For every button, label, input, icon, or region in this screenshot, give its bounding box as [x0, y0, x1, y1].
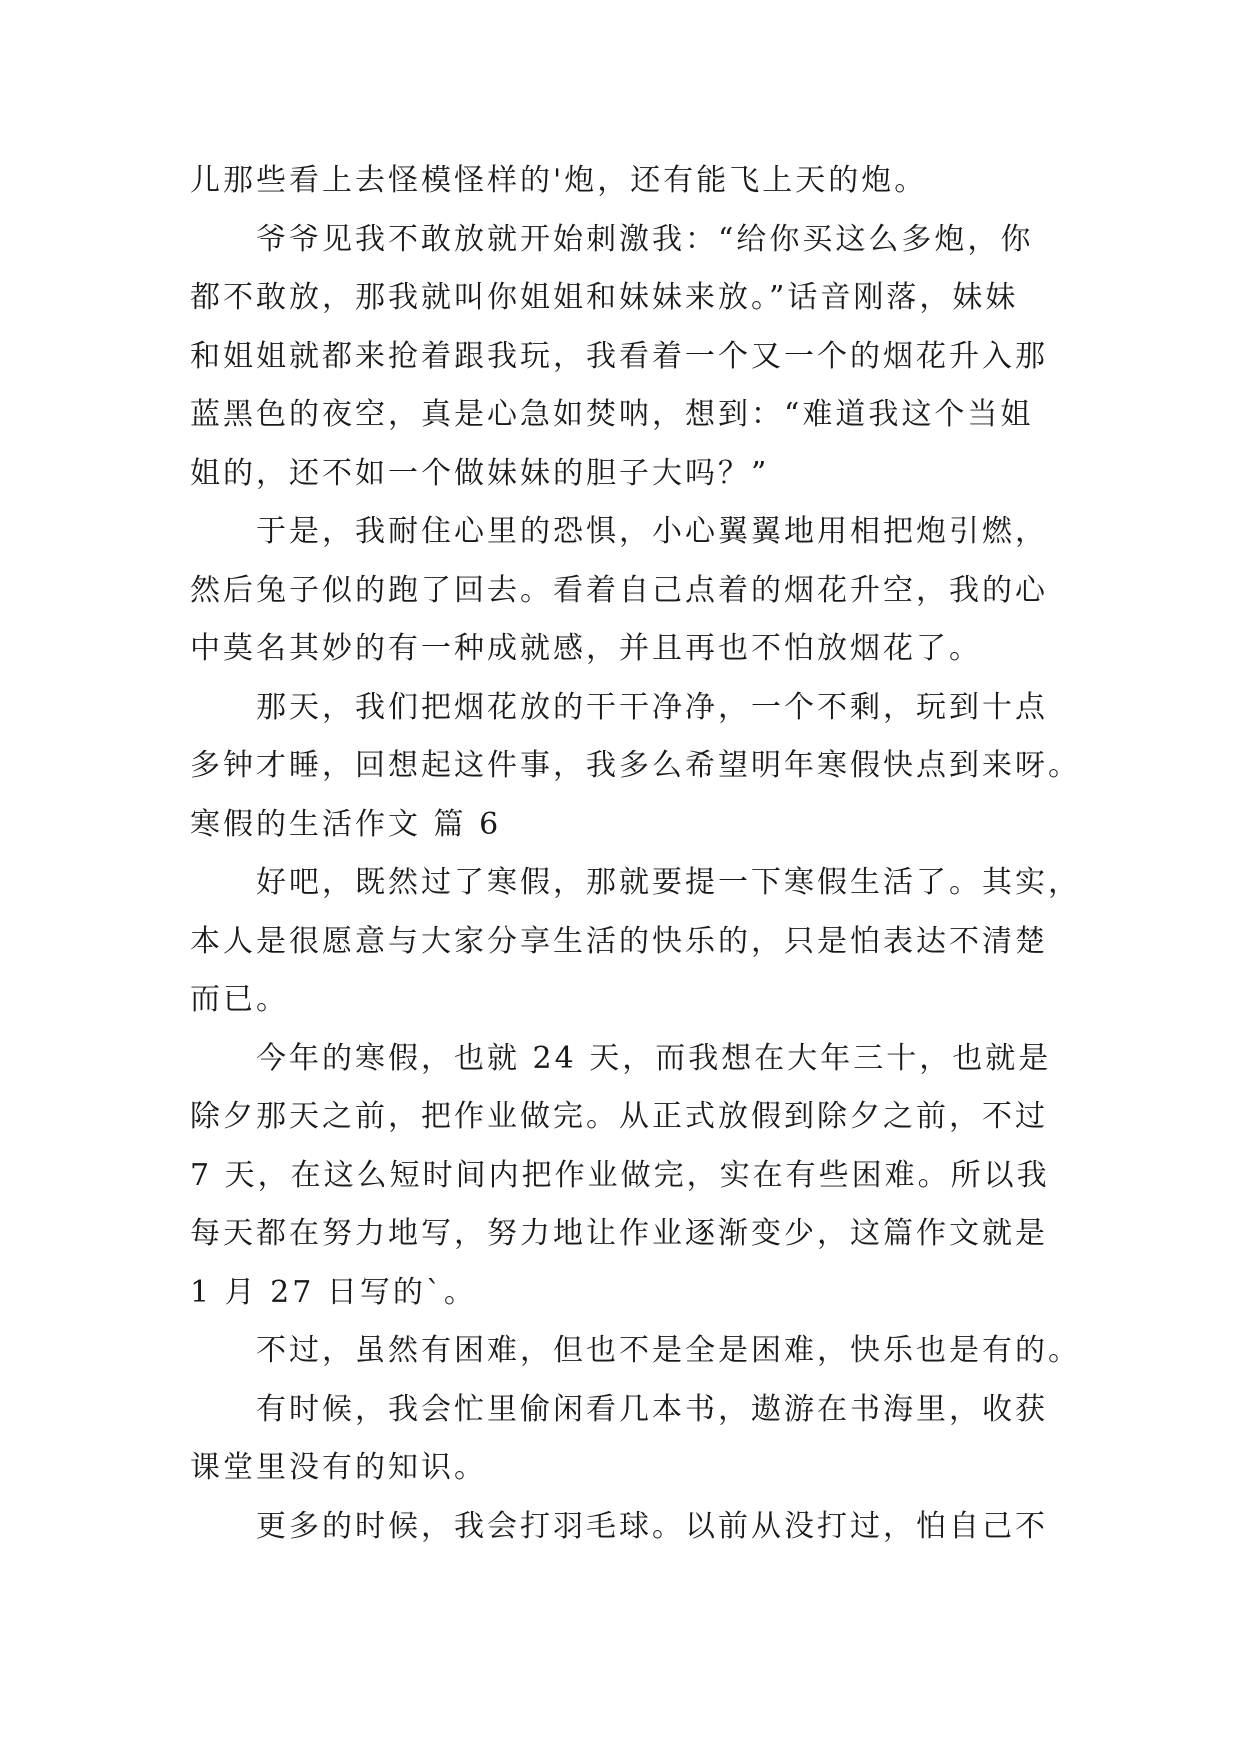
essay-body	[190, 152, 1081, 1556]
text-line: 蓝黑色的夜空，真是心急如焚呐，想到：“难道我这个当姐	[190, 397, 1034, 432]
text-line: 不过，虽然有困难，但也不是全是困难，快乐也是有的。	[190, 1333, 1081, 1368]
text-line: 那天，我们把烟花放的干干净净，一个不剩，玩到十点	[190, 689, 1048, 725]
text-line: 每天都在努力地写，努力地让作业逐渐变少，这篇作文就是	[190, 1216, 1048, 1251]
section-heading: 寒假的生活作文 篇 6	[190, 806, 502, 842]
text-line: 1 月 27 日写的`。	[190, 1274, 477, 1310]
text-line: 除夕那天之前，把作业做完。从正式放假到除夕之前，不过	[190, 1099, 1048, 1134]
text-line: 课堂里没有的知识。	[190, 1450, 487, 1485]
text-line: 于是，我耐住心里的恐惧，小心翼翼地用相把炮引燃，	[190, 514, 1048, 549]
text-line: 姐的，还不如一个做妹妹的胆子大吗？”	[190, 455, 770, 491]
text-line: 然后兔子似的跑了回去。看着自己点着的烟花升空，我的心	[190, 572, 1048, 608]
text-line: 有时候，我会忙里偷闲看几本书，遨游在书海里，收获	[190, 1391, 1048, 1427]
text-line: 而已。	[190, 982, 289, 1017]
text-line: 本人是很愿意与大家分享生活的快乐的，只是怕表达不清楚	[190, 923, 1048, 959]
text-line: 7 天，在这么短时间内把作业做完，实在有些困难。所以我	[190, 1157, 1050, 1193]
text-line: 和姐姐就都来抢着跟我玩，我看着一个又一个的烟花升入那	[190, 338, 1048, 374]
text-line: 今年的寒假，也就 24 天，而我想在大年三十，也就是	[190, 1040, 1052, 1076]
text-line: 儿那些看上去怪模怪样的'炮，还有能飞上天的炮。	[190, 163, 928, 198]
text-line: 爷爷见我不敢放就开始刺激我：“给你买这么多炮，你	[190, 221, 1034, 257]
text-line: 多钟才睡，回想起这件事，我多么希望明年寒假快点到来呀。	[190, 748, 1081, 783]
text-line: 都不敢放，那我就叫你姐姐和妹妹来放。”话音刚落，妹妹	[190, 280, 1019, 315]
text-line: 中莫名其妙的有一种成就感，并且再也不怕放烟花了。	[190, 631, 982, 666]
text-line: 更多的时候，我会打羽毛球。以前从没打过，怕自己不	[190, 1508, 1048, 1544]
text-line: 好吧，既然过了寒假，那就要提一下寒假生活了。其实，	[190, 865, 1081, 900]
